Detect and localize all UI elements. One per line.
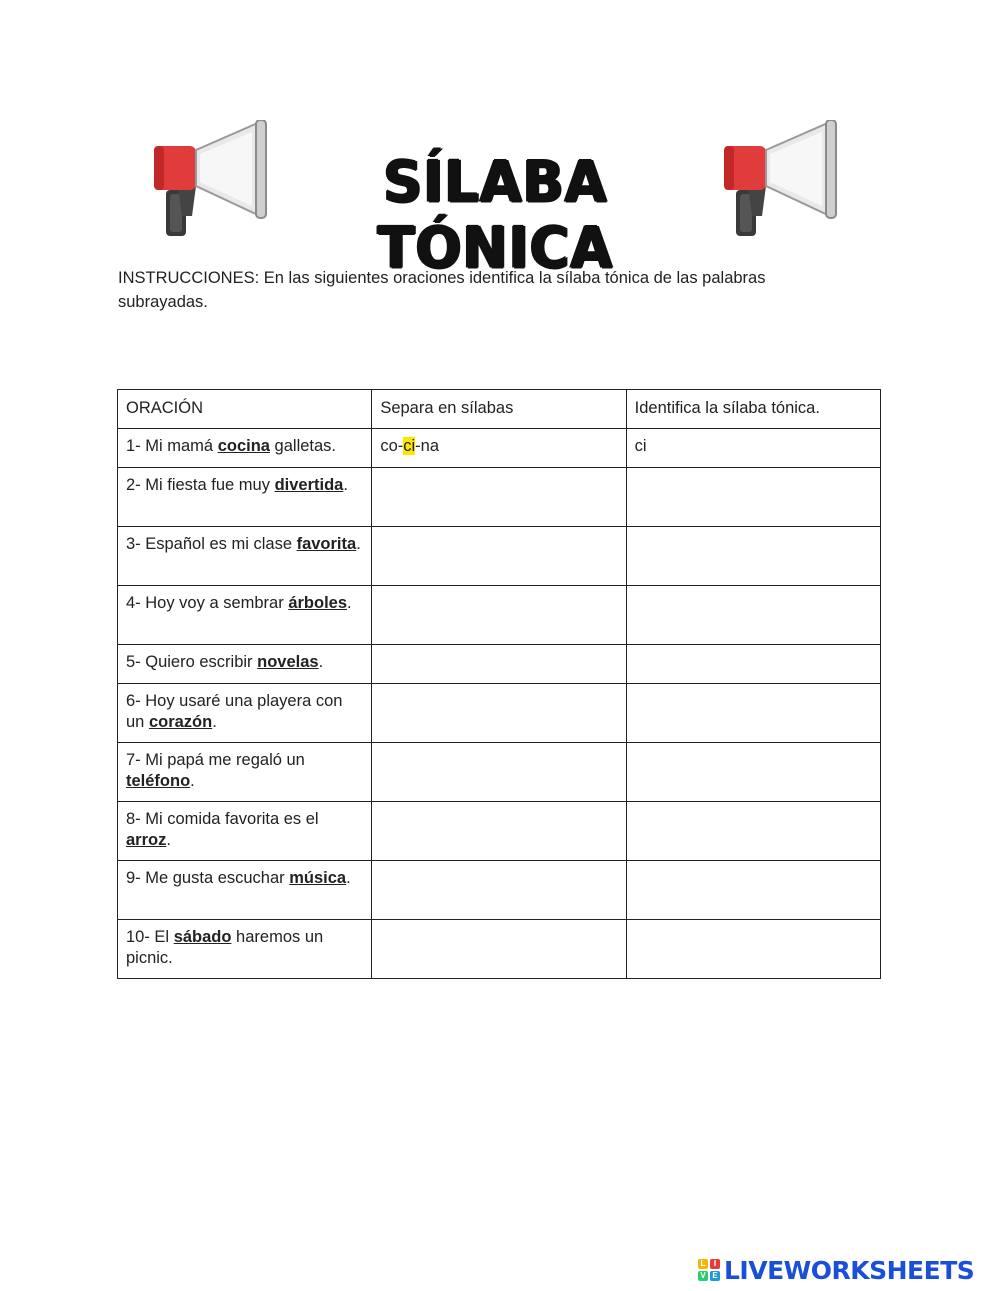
sentence-cell: 7- Mi papá me regaló un teléfono.: [118, 743, 372, 802]
sentence-cell: 1- Mi mamá cocina galletas.: [118, 429, 372, 468]
sentence-cell: 4- Hoy voy a sembrar árboles.: [118, 586, 372, 645]
underlined-word: favorita: [296, 535, 357, 553]
table-row: [118, 468, 881, 527]
logo-letter: E: [710, 1271, 720, 1281]
table-header-row: [118, 390, 881, 429]
syllables-input[interactable]: [372, 586, 626, 645]
sentence-cell: 2- Mi fiesta fue muy divertida.: [118, 468, 372, 527]
syllables-input[interactable]: [372, 920, 626, 979]
tonic-syllable-input[interactable]: [626, 684, 880, 743]
logo-letter: I: [710, 1259, 720, 1269]
table-row: [118, 861, 881, 920]
table-row: [118, 586, 881, 645]
tonic-syllable-input[interactable]: [626, 586, 880, 645]
underlined-word: árboles: [288, 594, 348, 612]
tonic-syllable-input[interactable]: ci: [626, 429, 880, 468]
table-row: [118, 645, 881, 684]
megaphone-icon: [152, 120, 272, 242]
logo-letter: V: [698, 1271, 708, 1281]
underlined-word: novelas: [257, 653, 319, 671]
table-row: [118, 429, 881, 468]
syllables-input[interactable]: co-ci-na: [372, 429, 626, 468]
underlined-word: corazón: [148, 713, 213, 731]
sentence-cell: 8- Mi comida favorita es el arroz.: [118, 802, 372, 861]
tonic-syllable-input[interactable]: [626, 861, 880, 920]
logo-letter: L: [698, 1259, 708, 1269]
sentence-cell: 10- El sábado haremos un picnic.: [118, 920, 372, 979]
syllables-input[interactable]: [372, 861, 626, 920]
tonic-syllable-input[interactable]: [626, 743, 880, 802]
megaphone-icon: [722, 120, 842, 242]
tonic-syllable-input[interactable]: [626, 802, 880, 861]
syllables-input[interactable]: [372, 802, 626, 861]
syllables-input[interactable]: [372, 743, 626, 802]
underlined-word: música: [289, 869, 347, 887]
sentence-cell: 3- Español es mi clase favorita.: [118, 527, 372, 586]
syllables-input[interactable]: [372, 468, 626, 527]
underlined-word: teléfono: [126, 772, 191, 790]
liveworksheets-logo[interactable]: [698, 1256, 998, 1286]
underlined-word: cocina: [217, 437, 270, 455]
header-identifica: Identifica la sílaba tónica.: [626, 390, 880, 429]
underlined-word: sábado: [173, 928, 232, 946]
highlighted-syllable: ci: [403, 437, 416, 455]
worksheet-table: [117, 389, 881, 979]
sentence-cell: 5- Quiero escribir novelas.: [118, 645, 372, 684]
logo-blocks-icon: [698, 1259, 722, 1283]
syllables-input[interactable]: [372, 684, 626, 743]
underlined-word: arroz: [126, 831, 167, 849]
tonic-syllable-input[interactable]: [626, 468, 880, 527]
table-row: [118, 802, 881, 861]
page-title: SÍLABA TÓNICA: [377, 148, 613, 282]
tonic-syllable-input[interactable]: [626, 645, 880, 684]
header-separa: Separa en sílabas: [372, 390, 626, 429]
underlined-word: divertida: [274, 476, 344, 494]
tonic-syllable-input[interactable]: [626, 920, 880, 979]
header-oracion: ORACIÓN: [118, 390, 372, 429]
table-row: [118, 684, 881, 743]
table-row: [118, 743, 881, 802]
sentence-cell: 6- Hoy usaré una playera con un corazón.: [118, 684, 372, 743]
tonic-syllable-input[interactable]: [626, 527, 880, 586]
table-row: [118, 527, 881, 586]
page-header: [0, 110, 1000, 282]
table-row: [118, 920, 881, 979]
instructions-text: INSTRUCCIONES: En las siguientes oraciones identifica la sílaba tónica de las palabras subrayadas.: [118, 269, 766, 311]
syllables-input[interactable]: [372, 527, 626, 586]
syllables-input[interactable]: [372, 645, 626, 684]
logo-text: LIVEWORKSHEETS: [724, 1256, 975, 1285]
sentence-cell: 9- Me gusta escuchar música.: [118, 861, 372, 920]
